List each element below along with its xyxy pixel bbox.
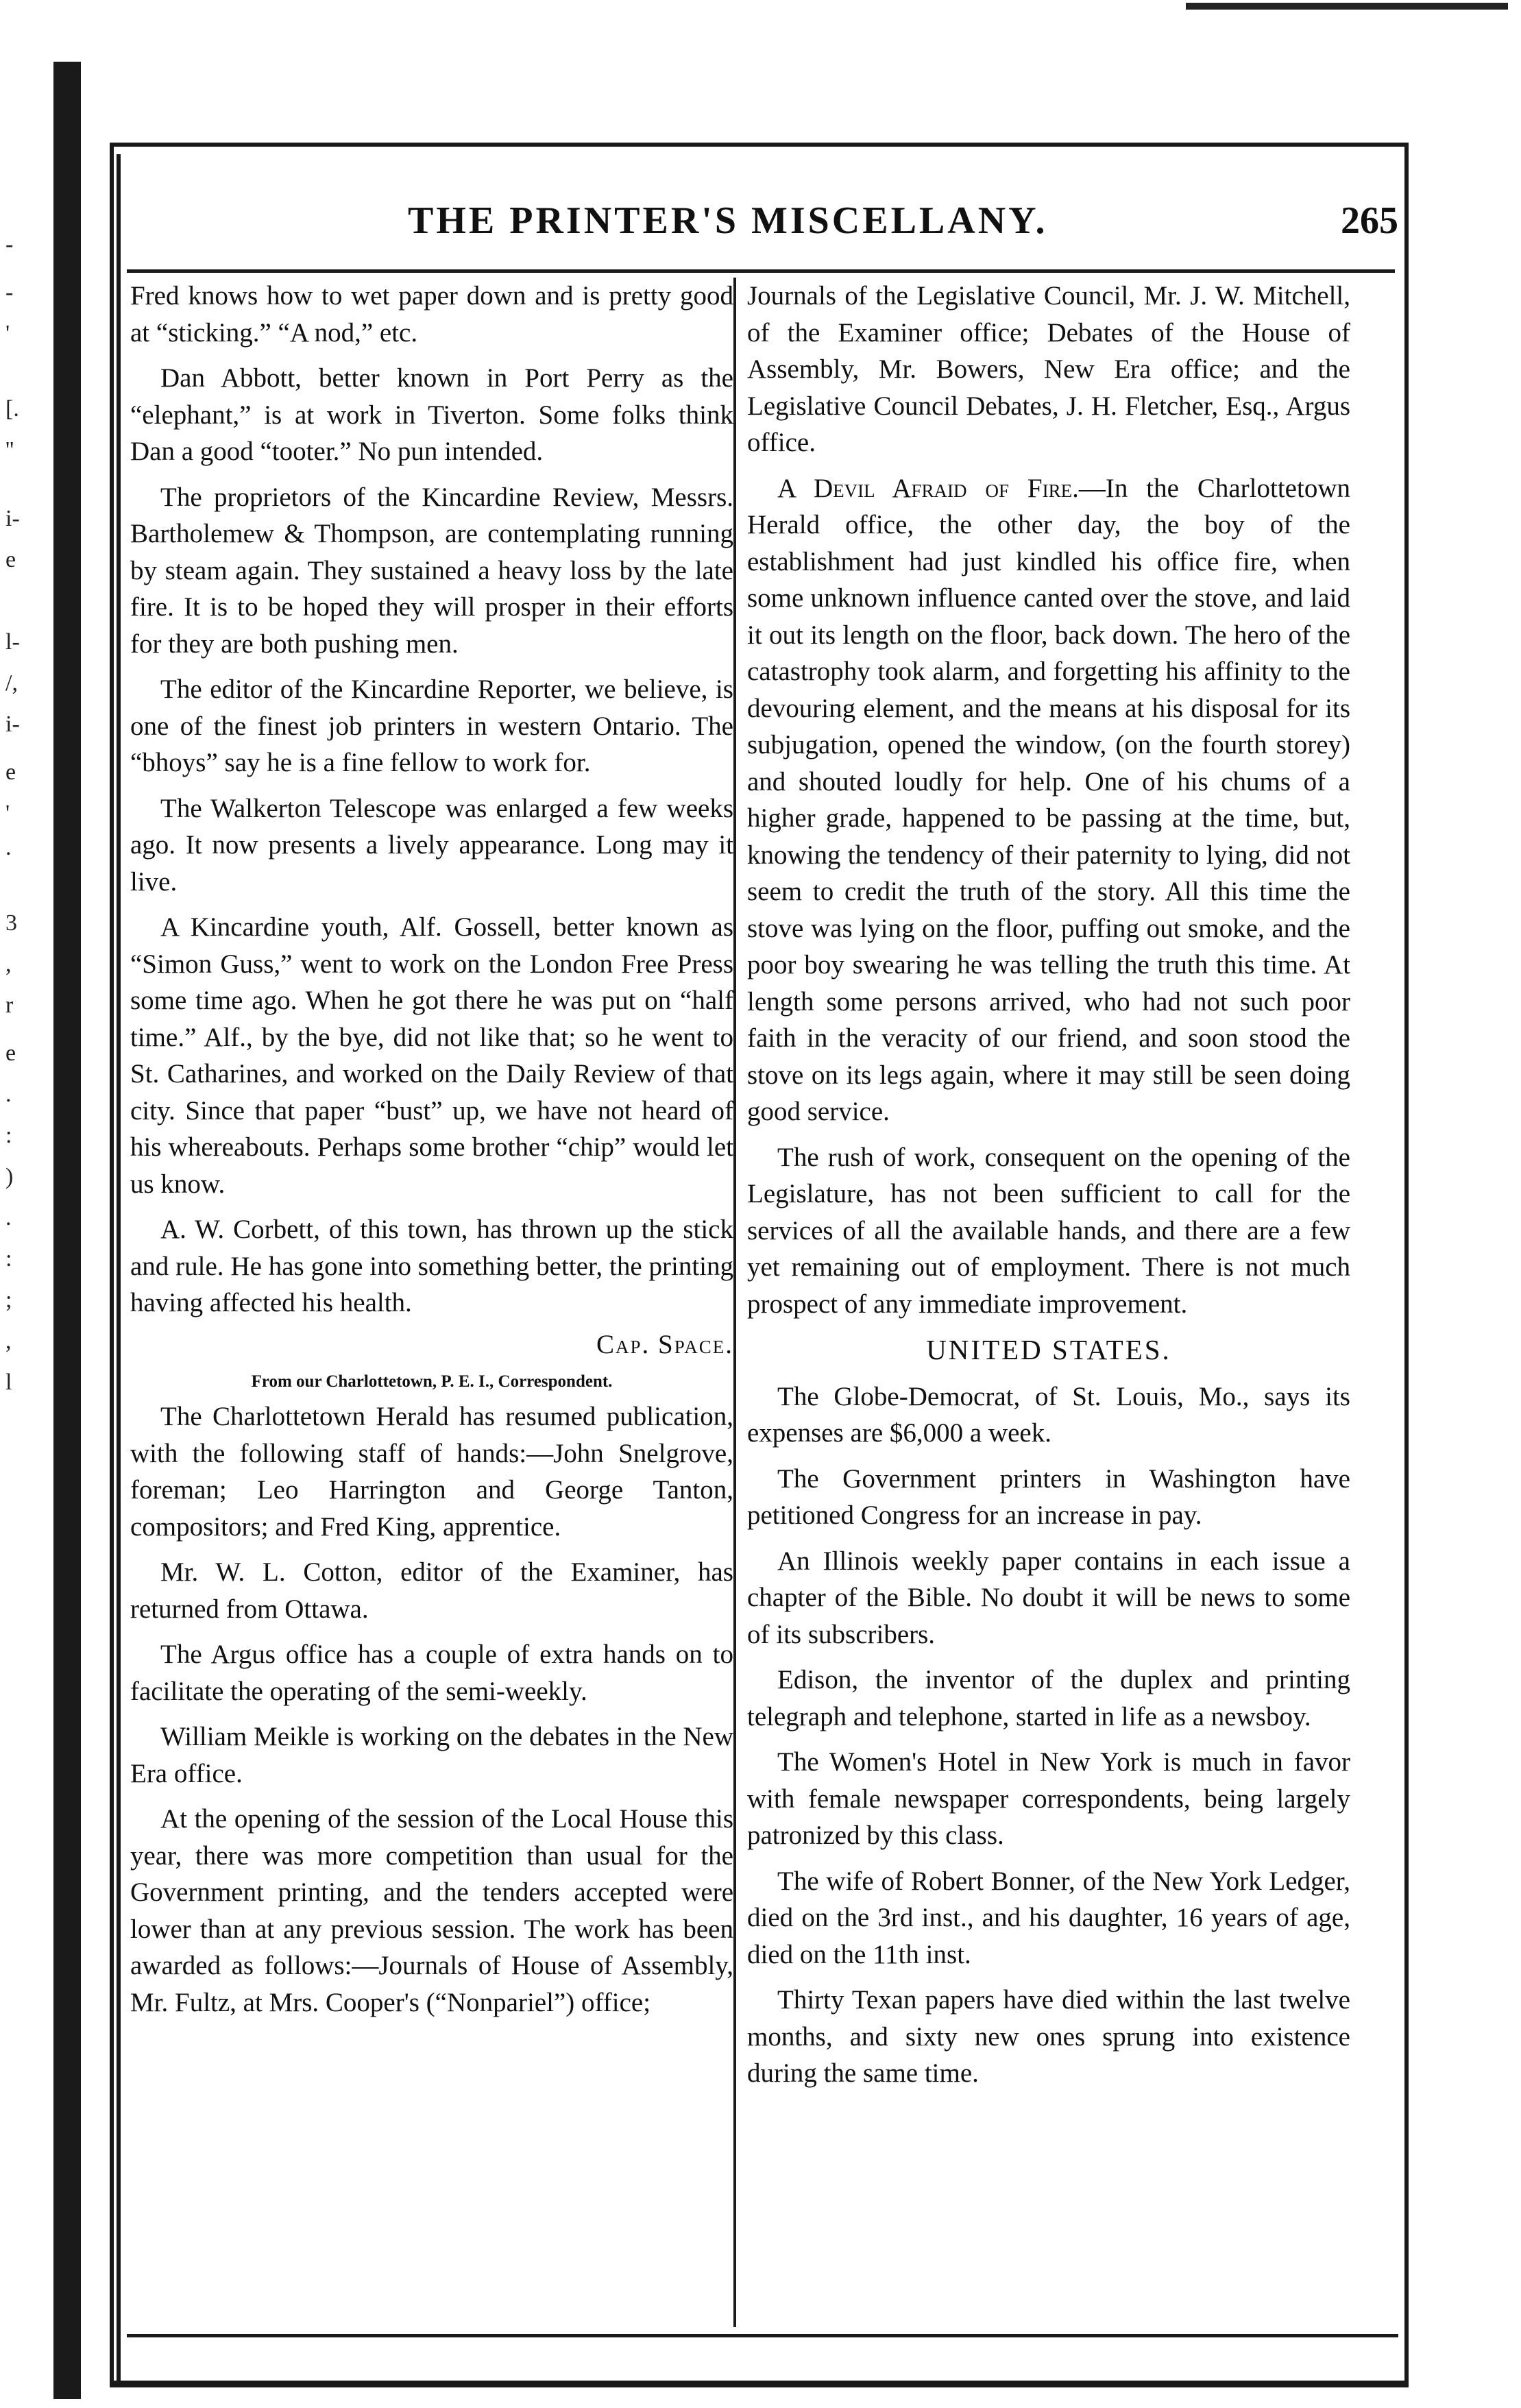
page-number: 265 bbox=[1341, 199, 1398, 242]
margin-mark: . bbox=[5, 835, 12, 860]
margin-mark: l bbox=[5, 1370, 12, 1395]
article-body: —In the Charlottetown Herald office, the other day, the boy of the establishment had just kindled his office fire, when some unknown influence canted over the stove, and laid it out its length on the floor, back down. The hero of the catastrophy took alarm, and forgetting his affinity to the devouring element, and the means at his disposal for its subjugation, opened the window, (on the fourth storey) and shouted loudly for help. One of his chums of a higher grade, happened to be passing at the time, but, knowing the tendency of their paternity to lying, did not seem to credit the truth of the story. All this time the stove was lying on the floor, puffing out smoke, and the poor boy swearing he was telling the truth this time. At length some persons arrived, who had not such poor faith in the veracity of our friend, and soon stood the stove on its legs again, where it may still be seen doing good service. bbox=[747, 473, 1350, 1126]
page-header bbox=[137, 199, 1398, 254]
margin-mark: r bbox=[5, 993, 14, 1018]
paragraph: The proprietors of the Kincardine Review, Messrs. Bartholemew & Thompson, are contemplating running by steam again. They sustained a heavy loss by the late fire. It is to be hoped they will prosper in their efforts for they are both pushing men. bbox=[130, 482, 733, 659]
margin-mark: e bbox=[5, 547, 16, 572]
signature: Cap. Space. bbox=[596, 1329, 733, 1359]
paragraph bbox=[747, 470, 1350, 1130]
paragraph: A. W. Corbett, of this town, has thrown up the stick and rule. He has gone into something better, the printing having affected his health. bbox=[130, 1215, 733, 1317]
paragraph: A Kincardine youth, Alf. Gossell, better known as “Simon Guss,” went to work on the London Free Press some time ago. When he got there he was put on “half time.” Alf., by the bye, did not like that; so he went to St. Catharines, and worked on the Daily Review of that city. Since that paper “bust” up, we have not heard of his whereabouts. Perhaps some brother “chip” would let us know. bbox=[130, 912, 733, 1199]
article-heading: A Devil Afraid of Fire. bbox=[777, 473, 1079, 503]
paragraph: Mr. W. L. Cotton, editor of the Examiner, has returned from Ottawa. bbox=[130, 1557, 733, 1624]
paragraph: The editor of the Kincardine Reporter, we believe, is one of the finest job printers in western Ontario. The “bhoys” say he is a fine fellow to work for. bbox=[130, 674, 733, 777]
margin-mark: i- bbox=[5, 506, 20, 531]
paragraph: At the opening of the session of the Local House this year, there was more competition than usual for the Government printing, and the tenders accepted were lower than at any previous session. The work has been awarded as follows:—Journals of House of Assembly, Mr. Fultz, at Mrs. Cooper's (“Nonpariel”) office; bbox=[130, 1804, 733, 2017]
margin-mark: i- bbox=[5, 712, 20, 737]
top-edge-rule bbox=[1186, 3, 1508, 10]
margin-mark: e bbox=[5, 759, 16, 785]
margin-mark: /, bbox=[5, 670, 18, 696]
margin-mark: . bbox=[5, 1205, 12, 1230]
margin-mark: , bbox=[5, 1328, 12, 1354]
binding-shadow bbox=[53, 62, 81, 2399]
paragraph: Thirty Texan papers have died within the last twelve months, and sixty new ones sprung into existence during the same time. bbox=[747, 1985, 1350, 2088]
left-column bbox=[130, 278, 733, 2030]
bottom-rule bbox=[127, 2334, 1398, 2337]
paragraph: The Government printers in Washington have petitioned Congress for an increase in pay. bbox=[747, 1463, 1350, 1530]
paragraph: The rush of work, consequent on the opening of the Legislature, has not been sufficient to call for the services of all the available hands, and there are a few yet remaining out of employment. There is not much prospect of any immediate improvement. bbox=[747, 1142, 1350, 1319]
column-divider bbox=[733, 278, 736, 2327]
paragraph: The Walkerton Telescope was enlarged a few weeks ago. It now presents a lively appearance. Long may it live. bbox=[130, 793, 733, 897]
section-heading: UNITED STATES. bbox=[926, 1334, 1171, 1365]
paragraph: Fred knows how to wet paper down and is pretty good at “sticking.” “A nod,” etc. bbox=[130, 281, 733, 348]
paragraph: Dan Abbott, better known in Port Perry as the “elephant,” is at work in Tiverton. Some folks think Dan a good “tooter.” No pun intended. bbox=[130, 363, 733, 466]
margin-mark: ) bbox=[5, 1164, 14, 1189]
running-title: THE PRINTER'S MISCELLANY. bbox=[408, 199, 1048, 242]
paragraph: Journals of the Legislative Council, Mr. J. W. Mitchell, of the Examiner office; Debates of the House of Assembly, Mr. Bowers, New Era office; and the Legislative Council Debates, J. H. Fletcher, Esq., Argus office. bbox=[747, 281, 1350, 457]
paragraph: The wife of Robert Bonner, of the New York Ledger, died on the 3rd inst., and his daughter, 16 years of age, died on the 11th inst. bbox=[747, 1866, 1350, 1969]
right-column bbox=[747, 278, 1350, 2101]
margin-mark: - bbox=[5, 280, 14, 305]
margin-mark: ' bbox=[5, 801, 10, 826]
margin-mark: . bbox=[5, 1082, 12, 1107]
margin-mark: ; bbox=[5, 1287, 12, 1313]
correspondent-line: From our Charlottetown, P. E. I., Correspondent. bbox=[251, 1372, 613, 1391]
margin-mark: ' bbox=[5, 321, 10, 346]
paragraph: The Argus office has a couple of extra hands on to facilitate the operating of the semi-weekly. bbox=[130, 1640, 733, 1706]
margin-mark: , bbox=[5, 951, 12, 977]
margin-mark: '' bbox=[5, 437, 14, 463]
paragraph: Edison, the inventor of the duplex and printing telegraph and telephone, started in life as a newsboy. bbox=[747, 1665, 1350, 1731]
margin-mark: : bbox=[5, 1123, 12, 1148]
margin-mark: - bbox=[5, 232, 14, 257]
margin-mark: l- bbox=[5, 629, 20, 655]
paragraph: The Globe-Democrat, of St. Louis, Mo., says its expenses are $6,000 a week. bbox=[747, 1381, 1350, 1448]
margin-mark: 3 bbox=[5, 910, 17, 936]
header-rule bbox=[127, 269, 1395, 273]
margin-mark: : bbox=[5, 1246, 12, 1272]
paragraph: The Women's Hotel in New York is much in favor with female newspaper correspondents, being largely patronized by this class. bbox=[747, 1747, 1350, 1850]
paragraph: The Charlottetown Herald has resumed publication, with the following staff of hands:—John Snelgrove, foreman; Leo Harrington and George Tanton, compositors; and Fred King, apprentice. bbox=[130, 1402, 733, 1542]
margin-mark: [. bbox=[5, 396, 19, 422]
margin-mark: e bbox=[5, 1041, 16, 1066]
paragraph: An Illinois weekly paper contains in each issue a chapter of the Bible. No doubt it will be news to some of its subscribers. bbox=[747, 1546, 1350, 1649]
paragraph: William Meikle is working on the debates in the New Era office. bbox=[130, 1722, 733, 1788]
